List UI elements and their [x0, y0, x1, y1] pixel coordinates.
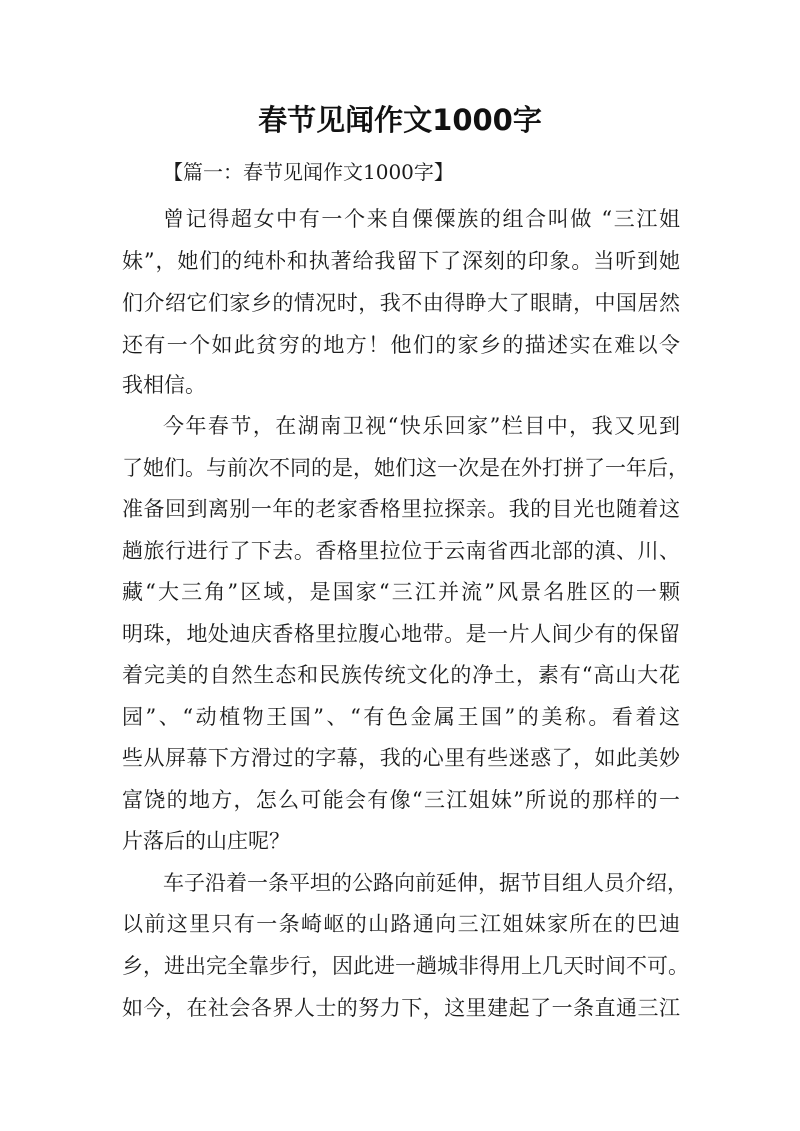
- paragraph-line: 明珠，地处迪庆香格里拉腹心地带。是一片人间少有的保留: [122, 622, 680, 646]
- paragraph-line: 准备回到离别一年的老家香格里拉探亲。我的目光也随着这: [122, 497, 680, 521]
- document-title: 春节见闻作文1000字: [258, 103, 542, 137]
- paragraph-line: 还有一个如此贫穷的地方！他们的家乡的描述实在难以令: [122, 333, 680, 357]
- paragraph-line: 们介绍它们家乡的情况时，我不由得睁大了眼睛，中国居然: [122, 291, 680, 315]
- paragraph-line: 曾记得超女中有一个来自傈僳族的组合叫做 “三江姐: [163, 207, 680, 231]
- paragraph-line: 藏“大三角”区域，是国家“三江并流”风景名胜区的一颗: [122, 580, 680, 604]
- paragraph-line: 趟旅行进行了下去。香格里拉位于云南省西北部的滇、川、: [122, 539, 680, 563]
- paragraph-line: 着完美的自然生态和民族传统文化的净土，素有“高山大花: [122, 663, 680, 687]
- paragraph-line: 车子沿着一条平坦的公路向前延伸，据节目组人员介绍，: [163, 871, 688, 895]
- paragraph-line: 些从屏幕下方滑过的字幕，我的心里有些迷惑了，如此美妙: [122, 746, 680, 770]
- paragraph-line: 园”、“动植物王国”、“有色金属王国”的美称。看着这: [122, 705, 680, 729]
- paragraph-line: 富饶的地方，怎么可能会有像“三江姐妹”所说的那样的一: [122, 788, 680, 812]
- paragraph-line: 以前这里只有一条崎岖的山路通向三江姐妹家所在的巴迪: [122, 912, 680, 936]
- paragraph-line: 我相信。: [122, 373, 206, 397]
- paragraph-line: 如今，在社会各界人士的努力下，这里建起了一条直通三江: [122, 996, 680, 1020]
- paragraph-line: 乡，进出完全靠步行，因此进一趟城非得用上几天时间不可。: [122, 954, 689, 978]
- paragraph-line: 片落后的山庄呢？: [122, 829, 290, 853]
- section-heading: 【篇一：春节见闻作文1000字】: [163, 160, 454, 184]
- paragraph-line: 今年春节，在湖南卫视“快乐回家”栏目中，我又见到: [163, 414, 680, 438]
- paragraph-line: 了她们。与前次不同的是，她们这一次是在外打拼了一年后，: [122, 456, 689, 480]
- paragraph-line: 妹”，她们的纯朴和执著给我留下了深刻的印象。当听到她: [122, 249, 680, 273]
